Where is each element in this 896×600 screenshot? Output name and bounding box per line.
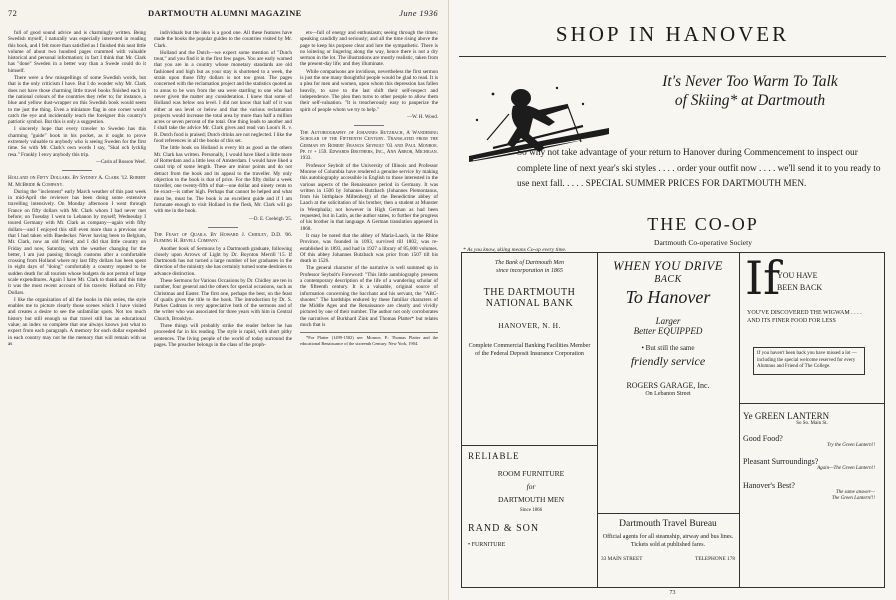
rand-copy: for — [526, 482, 536, 491]
page-number-right: 73 — [669, 590, 676, 596]
garage-copy: friendly service — [630, 354, 706, 368]
column-1 — [8, 30, 146, 348]
ad-dartmouth-travel-bureau — [601, 517, 735, 585]
travel-description: Official agents for all steamship, airway and bus lines. Tickets sold at published fares. — [602, 534, 734, 548]
coop-brand — [517, 214, 889, 247]
rand-furniture: • FURNITURE — [468, 541, 506, 548]
running-head — [8, 8, 438, 22]
page-number-left: 72 — [8, 8, 18, 18]
rand-copy: ROOM FURNITURE — [497, 469, 565, 478]
magazine-title: DARTMOUTH ALUMNI MAGAZINE — [148, 8, 302, 18]
reviewer-signature: —W. H. Wood. — [407, 114, 438, 120]
garage-headline: To Hanover — [625, 287, 711, 307]
travel-name: Dartmouth Travel Bureau — [619, 519, 717, 529]
rand-name: RAND & SON — [468, 522, 540, 534]
rand-headline: RELIABLE — [468, 451, 520, 461]
page-title: SHOP IN HANOVER — [555, 22, 790, 46]
lantern-answer: Try the Green Lantern!! — [826, 442, 875, 448]
ad-body: So why not take advantage of your return to Hanover during Commencement to inspect our complete line of next year's ski styles . . . . order your outfit now . . . . we'll send it to you ready to use next fall. . . . . SPECIAL SUMMER PRICES FOR DARTMOUTH MEN. — [517, 148, 881, 190]
garage-copy: Better EQUIPPED — [633, 326, 703, 336]
bank-description: Complete Commercial Banking Facilities Member of the Federal Deposit Insurance Corporation — [468, 343, 591, 357]
garage-name: ROGERS GARAGE, Inc. — [626, 381, 710, 390]
paragraph: These Sermons for Various Occasions by Dr. Chidley are ten in number, four general and the others for special occasions, such as Christmas and Easter. The first one, perhaps the best, on the feast of quails gives the title to the book. The introduction by Dr. S. Parkes Cadman is very appreciative both of the sermons and of the writer who was associated for three years with him in Central Church, Brooklyn. — [154, 277, 292, 322]
paragraph: During the "inclement" early March weather of this past week in mid-April the reviewer has been doing some extensive travelling intensively. On Monday afternoon I went through France on fifty dollars with Mr. Clark whom I had never met before; on Tuesday I went to Lebanon by myself; Wednesday I toured Germany with Mr. Clark as company—again with fifty dollars—and I enjoyed this still even more than a previous one that I had taken with Baedecker. Never having been to Belgium, Mr. Clark, now an old friend, and I did that little country on Friday and now, Saturday, with the weather changing for the better, I am just passing through customs after a comfortable crossing from Holland where my last fifty dollars has been spent in eight days of "doing" comfortably a country reputed to be sudden death for all tourists whose budgets do not permit of large scale expenditures. Again I have Mr. Clark to thank and this time it was the most recent account of his travels: Holland on Fifty Dollars. — [8, 188, 146, 296]
travel-address: 33 MAIN STREET — [601, 556, 643, 562]
ad-rand-and-son — [468, 451, 594, 585]
divider — [459, 56, 886, 57]
wigwam-boxed-note: If you haven't been back you have missed a lot — including the special welcome reserved for every Alumnus and Friend of The College. — [753, 347, 865, 375]
review-heading: The Feast of Quails. By Howard J. Chidley, D.D. '06. Fleming H. Revell Company. — [154, 231, 292, 245]
coop-name: THE CO-OP — [647, 214, 759, 234]
paragraph: While comparisons are invidious, nevertheless the first sermon is just the one many thoughtful people would be glad to read. It is a plea for men and women, upon whom this depression has fallen heavily, to save to the last shift their self-respect and independence. The plea then turns to other people to allow them their self-valuation. "It is treacherously easy to pauperize the spirit of people whom we try to help." — [300, 68, 438, 113]
paragraph: ets—full of energy and enthusiasm; seeing through the times; speaking candidly and seriously; and all the time rising above the page to keep his purpose clear and lure the sympathetic. There is no loitering or lingering along the way, hence there is not a dry sermon in the lot. The illustrations are mostly realistic, taken from the present-day life; and they illuminate. — [300, 30, 438, 68]
lantern-answer: Again—The Green Lantern!! — [817, 466, 875, 471]
review-heading: The Autobiography of Johannes Butzbach, A Wandering Scholar of the Fifteenth Century. Translated from the German by Robert Francis Seybolt '03 and Paul Monroe. Pp. iv + 159. Edwards Brothers, Inc., Ann Arbor, Michigan. 1933. — [300, 130, 438, 162]
lantern-answer: The same answer— — [835, 489, 875, 495]
divider — [597, 513, 739, 514]
column-3 — [300, 30, 438, 347]
wigwam-headline: BEEN BACK — [777, 283, 823, 292]
tagline-line: of Skiing* at Dartmouth — [674, 92, 826, 109]
lantern-question: Pleasant Surroundings? — [743, 457, 819, 466]
divider — [208, 227, 238, 228]
rand-copy: DARTMOUTH MEN — [497, 495, 564, 504]
paragraph: I sincerely hope that every traveler to Sweden has this charming "guide" book in his pocket, as it ought to prove extremely valuable to anybody who is seeing Sweden for the first time. So with Mr. Clark's own words I say, "Skal och lycklig resa." Frankly I envy anybody this trip. — [8, 126, 146, 158]
lantern-question: Hanover's Best? — [743, 480, 795, 490]
divider — [62, 170, 92, 171]
paragraph: There were a few misspellings of some Swedish words, but that is the only criticism I have. But I do wonder why Mr. Clark does not have those charming little travel books finished each in the national colours of the countries they refer to; for instance, a blue and yellow dust-wrapper on this Swedish book would seem to me just the thing. Even a miniature flag in one corner would catch the eye and incidentally teach the foreigner this country's patriotic symbol. But this is only a suggestion. — [8, 75, 146, 126]
garage-address: On Lebanon Street — [645, 391, 691, 397]
bank-name: NATIONAL BANK — [485, 298, 574, 309]
issue-date: June 1936 — [399, 8, 438, 18]
tagline-line: It's Never Too Warm To Talk — [662, 73, 838, 90]
rand-since: Since 1866 — [519, 508, 543, 513]
paragraph: It may be noted that the abbey of Maria-Laach, in the Rhine Province, was founded in 1093, survived till 1802, was re-established in 1893, and had in 1927 a library of 85,000 volumes. Of this abbey Johannes Butzbach was prior from 1507 till his death in 1526. — [300, 232, 438, 265]
reviewer-signature: —D. E. Coeleigh '25. — [248, 216, 292, 222]
bank-intro: since incorporation in 1865 — [496, 268, 563, 274]
wigwam-copy: YOU'VE DISCOVERED THE WIGWAM . . . . AND ITS FINER FOOD FOR LESS — [747, 310, 862, 324]
lantern-address: So So. Main St. — [796, 421, 828, 426]
paragraph: The general character of the narrative is well summed up in Professor Seybolt's Foreword: "This little autobiography presents a contemporary description of the life of a wandering scholar of the fifteenth century. It is a valuable, original source of information concerning the bacchant and his servant, the "ABC-shooter." The hardships endured by these familiar characters of the Middle Ages and the Renaissance are clearly and vividly pictured by one of their number. The author not only corroborates the narratives of Burkhard Zink and Thomas Platter* but relates much that is — [300, 265, 438, 329]
lantern-question: Good Food? — [743, 433, 783, 443]
right-page — [448, 0, 896, 600]
coop-footnote: * As you know, skiing means Co-op every time. — [463, 247, 567, 253]
divider — [354, 125, 384, 126]
ad-wigwam — [743, 251, 881, 401]
paragraph: full of good sound advice and is charmingly written. Being Swedish myself, I naturally was especially interested in reading this book, and I felt more than satisfied as I finished this neat little volume of about two hundred pages crammed with valuable historical and personal information; in fact I think that Mr. Clark has "done" Sweden in a better way than a Swede could do it himself. — [8, 30, 146, 74]
ad-green-lantern — [743, 407, 881, 585]
garage-headline: BACK — [654, 274, 682, 285]
bank-intro: The Bank of Dartmouth Men — [495, 260, 564, 266]
bank-name: THE DARTMOUTH — [483, 287, 576, 298]
divider — [739, 403, 884, 404]
paragraph: Three things will probably strike the reader before he has proceeded far in his reading. The style is rapid, with short pithy sentences. The living people of the world of today surround the pages. The preacher belongs in the class of the proph- — [154, 323, 292, 348]
garage-copy: Larger — [655, 316, 681, 326]
divider — [739, 253, 740, 587]
column-2 — [154, 30, 292, 349]
divider — [462, 445, 597, 446]
ad-grid — [461, 252, 885, 588]
paragraph: Professor Seybolt of the University of Illinois and Professor Monroe of Columbia have rendered a genuine service by making this autobiography accessible in English to those interested in the various aspects of the Renaissance period in Germany. It was written in 1506 by Johannes Butzbach (Johannes Piemontanus, from his birthplace Miltenberg) of the Benedictine abbey of Laach at the solicitation of his brother, then a student at Munster in Westphalia; not however in High German as had been requested, but in Latin, as the author states, to further the progress of his brother in that language. A German translation appeared in 1868. — [300, 162, 438, 232]
garage-headline: WHEN YOU DRIVE — [613, 259, 723, 273]
paragraph: I like the organization of all the books in this series, the style enables me to picture clearly those scenes which I have visited and creates a desire to see the unfamiliar spots. Not too much history but still enough so that travel still has an educational value; an index so complete that one always knows just what to expect from each paragraph. A memory for each dollar expended in each country may not be the memory that will remain with us as — [8, 296, 146, 347]
divider — [597, 253, 598, 587]
review-heading: Holland on Fifty Dollars. By Sydney A. Clark '12. Robert M. McBride & Company. — [8, 175, 146, 188]
paragraph: Holland and the Dutch—we expect some mention of "Dutch treat," and you find it in the first few pages. You are early warned that you are in a country whose monetary standards are old fashioned and high but as your stay is shortened to a week, the strain upon those fifty dollars is not too great. The pages concerned with the reclamation project and the statistics quoted as to areas to be won from the sea were startling to one who had never given the matter any consideration. I knew that some of Holland was below sea level. I did not know that half of it was either at sea level or below and that the various reclamation projects would increase the total area by more than half a million acres or seven percent of the total. One thing leads to another and I shall take the advice Mr. Clark gives and read van Loon's R. v. R. Dutch food is praised; Dutch drinks are not neglected. I like the food references in all the books of this set. — [154, 49, 293, 145]
wigwam-big-letter: If — [745, 251, 781, 305]
garage-copy: • But still the same — [641, 344, 695, 352]
coop-subtitle: Dartmouth Co-operative Society — [654, 238, 752, 247]
paragraph: individuals but the idea is a good one. All these features have made the books the popular guides to the countries visited by Mr. Clark. — [154, 30, 292, 49]
wigwam-headline: YOU HAVE — [777, 271, 818, 280]
ad-dartmouth-national-bank — [466, 257, 593, 443]
ad-tagline — [609, 72, 891, 110]
travel-telephone: TELEPHONE 178 — [695, 556, 735, 562]
bank-city: HANOVER, N. H. — [498, 321, 561, 330]
lantern-answer: The Green Lantern!!! — [831, 496, 875, 501]
paragraph: The little book on Holland is every bit as good as the others Mr. Clark has written. Personally, I would have liked a little more of Rotterdam and a little less of Amsterdam. I would have liked a canal trip of some length. These are minor points and do not detract from the book and its appeal to the traveller. My only objection to the book is that of price. For the fifty dollar a week traveller, one twenty-fifth of that—one dollar and ninety cents to be exact—is rather high. Perhaps that cannot be helped and what must be, must be. The book is an excellent guide and if I am fortunate enough to visit Holland in the flesh, Mr. Clark will go with me in the book. — [154, 145, 292, 215]
lantern-name: Ye GREEN LANTERN — [743, 411, 830, 421]
paragraph: Another book of Sermons by a Dartmouth graduate, following closely upon Arrows of Light by Dr. Boynton Merrill '15. If Dartmouth has not turned a large number of her graduates in the direction of the ministry she has certainly turned some destinies to advance distinction. — [154, 245, 292, 277]
ad-rogers-garage — [600, 257, 736, 443]
reviewer-signature: —Carin af Rosson Weef. — [95, 159, 146, 165]
footnote: *For Platter (1499-1582) see: Monroe, P.: Thomas Platter and the educational Renaissance of the sixteenth Century. New York, 1904. — [300, 332, 438, 345]
